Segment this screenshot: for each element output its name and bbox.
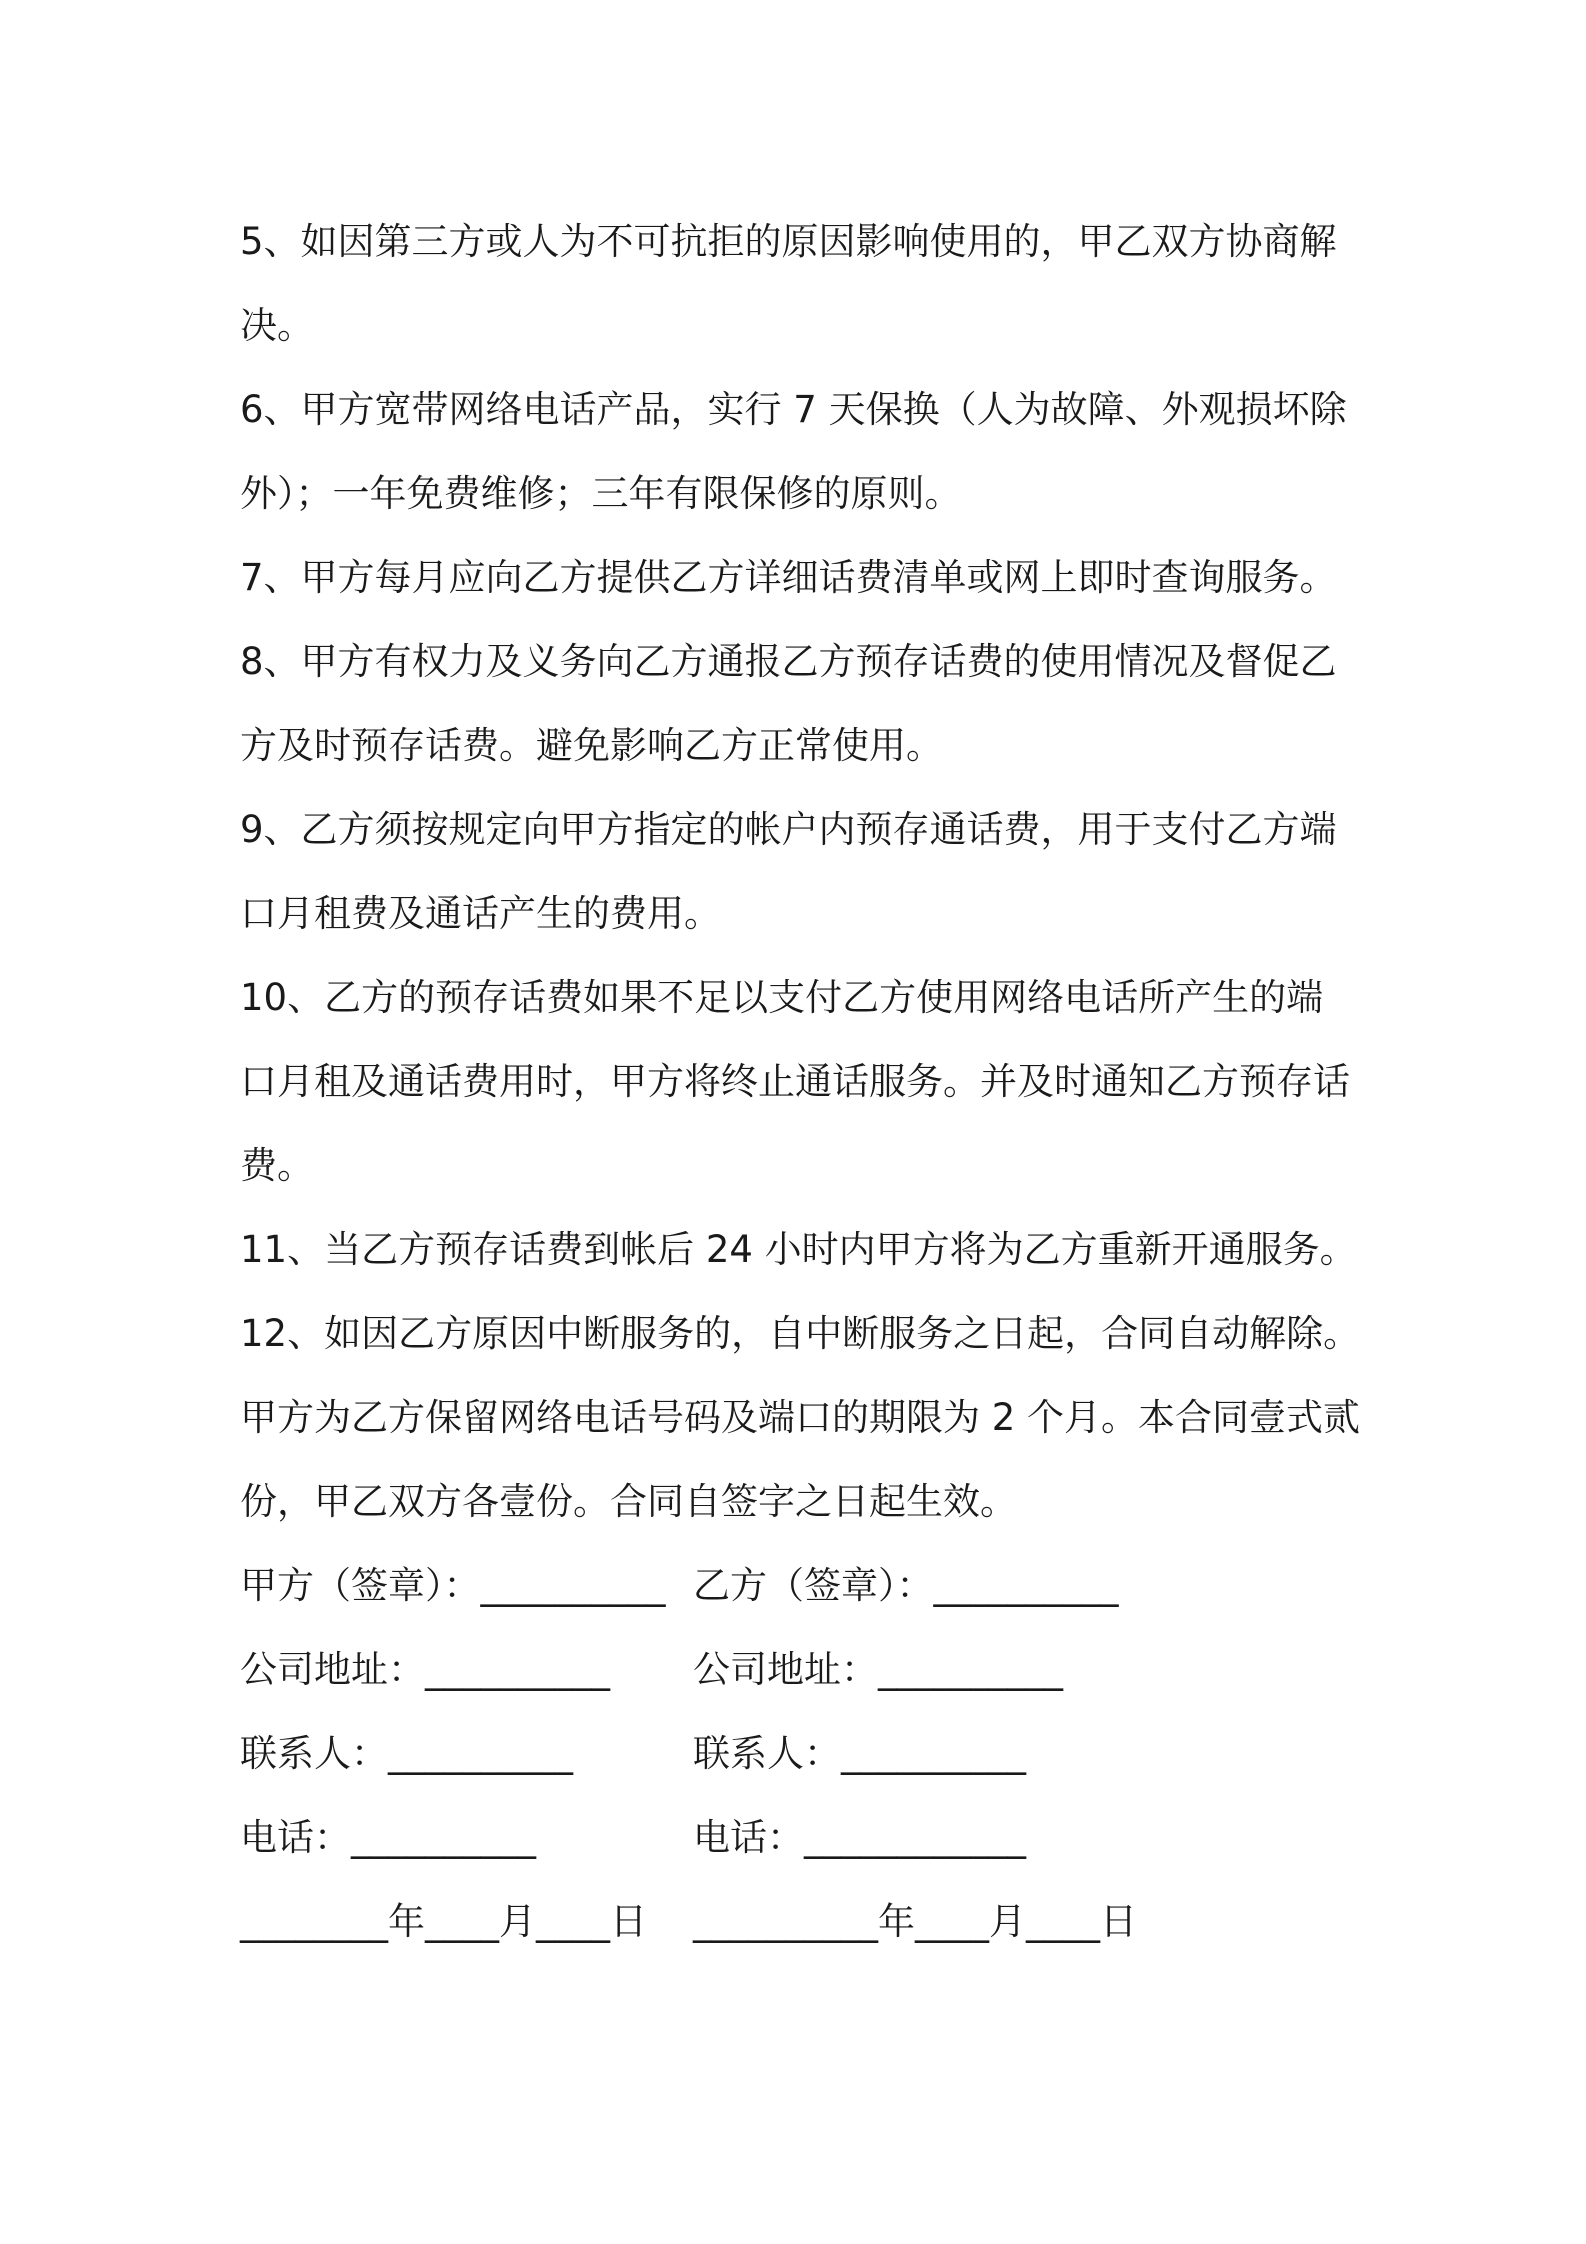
clause-line: 11、当乙方预存话费到帐后 24 小时内甲方将为乙方重新开通服务。 — [240, 1228, 1357, 1271]
signature-row-contact — [240, 1712, 1360, 1796]
clause-line: 10、乙方的预存话费如果不足以支付乙方使用网络电话所产生的端 — [240, 976, 1324, 1019]
party-a-address-field: 公司地址：__________ — [240, 1648, 610, 1691]
clause-paragraph — [240, 956, 1360, 1208]
party-b-contact-field: 联系人：__________ — [693, 1732, 1026, 1775]
clause-paragraph — [240, 200, 1360, 368]
party-b-address-field: 公司地址：__________ — [693, 1648, 1063, 1691]
clause-line: 7、甲方每月应向乙方提供乙方详细话费清单或网上即时查询服务。 — [240, 556, 1337, 599]
party-a-seal-field: 甲方（签章）：__________ — [240, 1564, 666, 1607]
party-b-phone-field: 电话：____________ — [693, 1816, 1026, 1859]
signature-row-seal — [240, 1544, 1360, 1628]
signature-row-date — [240, 1880, 1360, 1964]
party-a-date-field: ________年____月____日 — [240, 1900, 647, 1943]
clause-line: 6、甲方宽带网络电话产品，实行 7 天保换（人为故障、外观损坏除 — [240, 388, 1347, 431]
contract-page — [240, 200, 1360, 1964]
clause-line: 方及时预存话费。避免影响乙方正常使用。 — [240, 724, 943, 767]
clause-line: 8、甲方有权力及义务向乙方通报乙方预存话费的使用情况及督促乙 — [240, 640, 1337, 683]
clause-paragraph — [240, 536, 1360, 620]
party-b-seal-field: 乙方（签章）：__________ — [693, 1564, 1119, 1607]
signature-block — [240, 1544, 1360, 1964]
clause-line: 9、乙方须按规定向甲方指定的帐户内预存通话费，用于支付乙方端 — [240, 808, 1337, 851]
contract-clauses — [240, 200, 1360, 1544]
clause-line: 12、如因乙方原因中断服务的，自中断服务之日起，合同自动解除。 — [240, 1312, 1361, 1355]
clause-line: 口月租费及通话产生的费用。 — [240, 892, 721, 935]
party-b-date-field: __________年____月____日 — [693, 1900, 1137, 1943]
clause-line: 份，甲乙双方各壹份。合同自签字之日起生效。 — [240, 1480, 1017, 1523]
clause-paragraph — [240, 788, 1360, 956]
clause-paragraph — [240, 1208, 1360, 1292]
party-a-phone-field: 电话：__________ — [240, 1816, 536, 1859]
clause-line: 甲方为乙方保留网络电话号码及端口的期限为 2 个月。本合同壹式贰 — [240, 1396, 1361, 1439]
clause-line: 费。 — [240, 1144, 314, 1187]
clause-paragraph — [240, 620, 1360, 788]
clause-line: 口月租及通话费用时，甲方将终止通话服务。并及时通知乙方预存话 — [240, 1060, 1350, 1103]
signature-row-address — [240, 1628, 1360, 1712]
clause-paragraph — [240, 368, 1360, 536]
clause-line: 5、如因第三方或人为不可抗拒的原因影响使用的，甲乙双方协商解 — [240, 220, 1337, 263]
party-a-contact-field: 联系人：__________ — [240, 1732, 573, 1775]
clause-paragraph — [240, 1292, 1360, 1544]
signature-row-phone — [240, 1796, 1360, 1880]
clause-line: 决。 — [240, 304, 314, 347]
clause-line: 外）；一年免费维修；三年有限保修的原则。 — [240, 472, 962, 515]
